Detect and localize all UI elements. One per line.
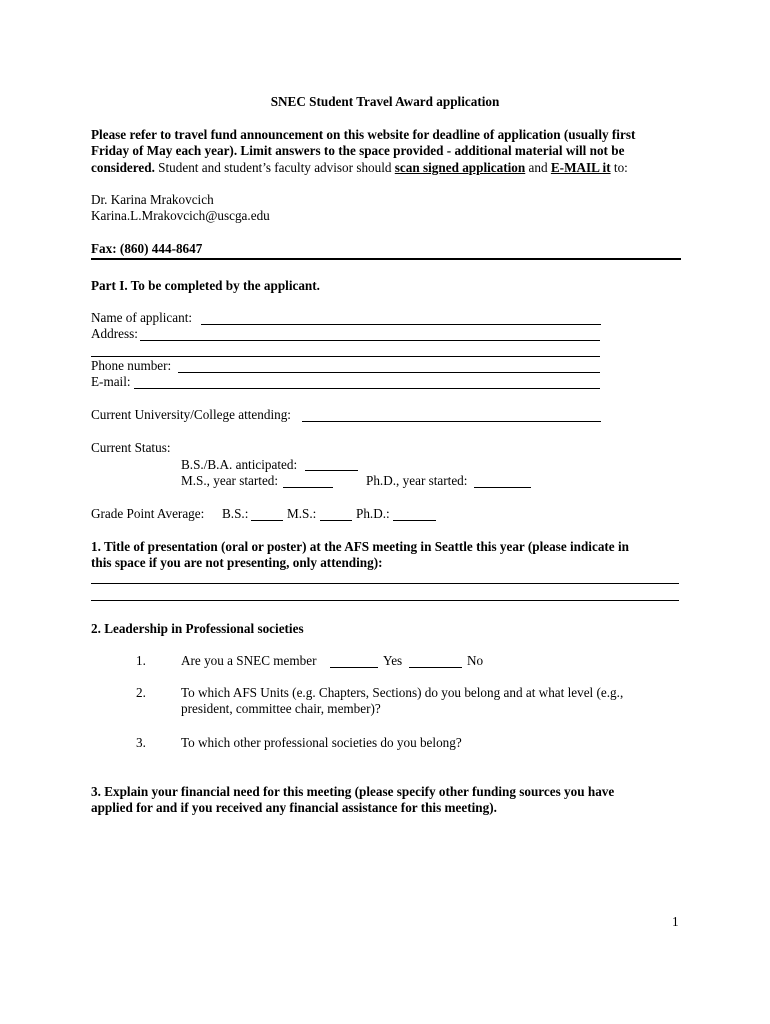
section-divider: [91, 258, 681, 260]
snec-member-field[interactable]: [330, 667, 378, 668]
phd-year-label: Ph.D., year started:: [366, 473, 468, 488]
gpa-label: Grade Point Average:: [91, 506, 205, 521]
question-3-text: To which other professional societies do you belong?: [181, 735, 462, 750]
address-field-line-1[interactable]: [140, 340, 600, 341]
address-field-line-2[interactable]: [91, 356, 600, 357]
bs-anticipated-label: B.S./B.A. anticipated:: [181, 457, 298, 472]
intro-to: to:: [610, 160, 628, 175]
question-3-number: 3.: [136, 735, 146, 750]
section3-line-2: applied for and if you received any financial assistance for this meeting).: [91, 800, 497, 815]
snec-yes-field[interactable]: [409, 667, 462, 668]
page-number: 1: [672, 914, 679, 929]
phone-field[interactable]: [178, 372, 600, 373]
gpa-ms-label: M.S.:: [287, 506, 317, 521]
intro-instruction: Student and student’s faculty advisor should: [154, 160, 395, 175]
ms-year-field[interactable]: [283, 487, 333, 488]
question-2-line-2: president, committee chair, member)?: [181, 701, 381, 716]
name-field[interactable]: [201, 324, 601, 325]
question-1-no: No: [467, 653, 484, 668]
section1-line-2: this space if you are not presenting, only attending):: [91, 555, 383, 570]
contact-fax: Fax: (860) 444-8647: [91, 241, 203, 256]
intro-line-2: Friday of May each year). Limit answers to the space provided - additional material will not be: [91, 143, 625, 158]
email-label: E-mail:: [91, 374, 131, 389]
phd-year-field[interactable]: [474, 487, 531, 488]
email-field[interactable]: [134, 388, 600, 389]
question-2-number: 2.: [136, 685, 146, 700]
ms-year-label: M.S., year started:: [181, 473, 279, 488]
gpa-ms-field[interactable]: [320, 520, 352, 521]
intro-scan-signed: scan signed application: [394, 160, 526, 175]
intro-line-1: Please refer to travel fund announcement on this website for deadline of application (usually first: [91, 127, 636, 142]
address-label: Address:: [91, 326, 138, 341]
intro-email-it: E-MAIL it: [550, 160, 611, 175]
question-2-line-1: To which AFS Units (e.g. Chapters, Sections) do you belong and at what level (e.g.,: [181, 685, 624, 700]
presentation-title-field-1[interactable]: [91, 583, 679, 584]
status-label: Current Status:: [91, 440, 171, 455]
intro-line-3: [91, 160, 628, 177]
section1-line-1: 1. Title of presentation (oral or poster) at the AFS meeting in Seattle this year (please indicate in: [91, 539, 629, 554]
page-title: SNEC Student Travel Award application: [270, 94, 500, 109]
gpa-phd-field[interactable]: [393, 520, 436, 521]
gpa-bs-field[interactable]: [251, 520, 283, 521]
gpa-bs-label: B.S.:: [222, 506, 249, 521]
section3-line-1: 3. Explain your financial need for this meeting (please specify other funding sources you have: [91, 784, 615, 799]
intro-considered: considered.: [91, 160, 155, 175]
presentation-title-field-2[interactable]: [91, 600, 679, 601]
name-label: Name of applicant:: [91, 310, 193, 325]
contact-email: Karina.L.Mrakovcich@uscga.edu: [91, 208, 270, 223]
question-1-number: 1.: [136, 653, 146, 668]
bs-anticipated-field[interactable]: [305, 470, 358, 471]
part1-heading: Part I. To be completed by the applicant.: [91, 278, 320, 293]
section2-heading: 2. Leadership in Professional societies: [91, 621, 304, 636]
university-field[interactable]: [302, 421, 601, 422]
phone-label: Phone number:: [91, 358, 172, 373]
question-1-text: Are you a SNEC member: [181, 653, 317, 668]
gpa-phd-label: Ph.D.:: [356, 506, 390, 521]
contact-name: Dr. Karina Mrakovcich: [91, 192, 214, 207]
intro-and: and: [525, 160, 551, 175]
university-label: Current University/College attending:: [91, 407, 291, 422]
question-1-yes: Yes: [383, 653, 403, 668]
